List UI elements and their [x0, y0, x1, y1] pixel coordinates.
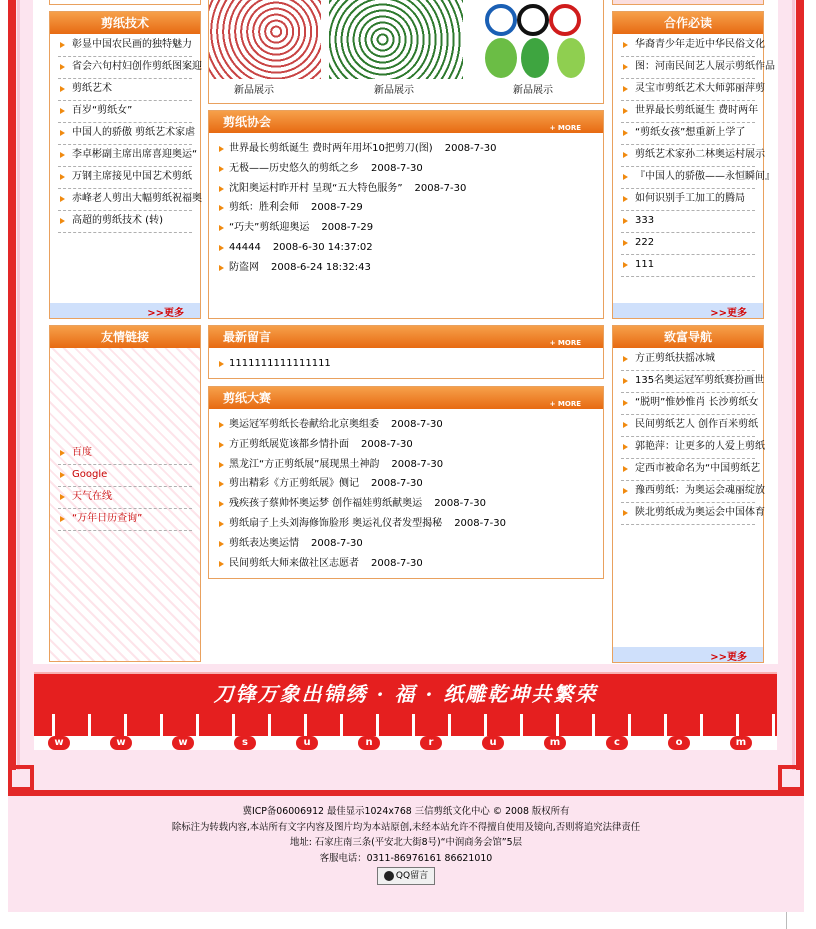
association-header	[209, 111, 603, 133]
techniques-item-text: 百岁“剪纸女”	[72, 105, 133, 116]
wealth-item[interactable]	[621, 459, 761, 481]
gallery-image-2[interactable]	[329, 0, 463, 79]
cooperation-item[interactable]	[621, 145, 765, 167]
techniques-item[interactable]	[58, 123, 196, 145]
gallery-label-2[interactable]: 新品展示	[374, 85, 414, 96]
cooperation-item-text: “剪纸女孩”想重新上学了	[635, 127, 746, 138]
cooperation-item[interactable]	[621, 189, 755, 211]
footer-phone: 客服电话：0311-86976161 86621010	[319, 852, 493, 864]
messages-title: 最新留言	[223, 330, 272, 344]
association-item[interactable]	[217, 159, 603, 179]
wealth-item-text: 定西市被命名为“中国剪纸艺	[635, 463, 761, 474]
url-letter: u	[296, 736, 318, 750]
friends-item[interactable]	[58, 509, 192, 531]
association-item[interactable]	[217, 198, 603, 218]
gallery-label-1[interactable]: 新品展示	[234, 85, 274, 96]
contest-item[interactable]	[217, 554, 603, 574]
techniques-item[interactable]	[58, 211, 192, 233]
techniques-item[interactable]	[58, 79, 192, 101]
url-letter: w	[48, 736, 70, 750]
wealth-item-text: 135名奥运冠军剪纸赛扮画世	[635, 375, 765, 386]
techniques-header	[50, 12, 200, 34]
contest-item[interactable]	[217, 455, 603, 475]
contest-item-date: 2008-7-30	[454, 517, 506, 529]
techniques-item-text: 彰显中国农民画的独特魅力	[72, 39, 192, 50]
friends-list	[50, 443, 200, 531]
association-title: 剪纸协会	[223, 115, 272, 129]
association-item[interactable]	[217, 238, 603, 258]
url-letter: n	[358, 736, 380, 750]
cooperation-item-text: 图：河南民间艺人展示剪纸作品	[635, 61, 775, 72]
techniques-more-link[interactable]: >>更多	[147, 308, 184, 319]
friends-panel	[49, 325, 201, 662]
contest-panel	[208, 386, 604, 579]
techniques-item-text: 李卓彬副主席出席喜迎奥运“	[72, 149, 198, 160]
wealth-more-link[interactable]: >>更多	[710, 652, 747, 663]
association-item[interactable]	[217, 179, 603, 199]
flower-pattern-band	[34, 714, 777, 736]
contest-item-date: 2008-7-30	[371, 478, 423, 490]
scroll-edge-line	[786, 912, 787, 929]
techniques-item-text: 省会六旬村妇创作剪纸图案迎	[72, 61, 202, 72]
gallery-label-3[interactable]: 新品展示	[513, 85, 553, 96]
qq-message-label: QQ留言	[395, 871, 429, 881]
url-letter: w	[172, 736, 194, 750]
url-letter: r	[420, 736, 442, 750]
cooperation-item[interactable]	[621, 79, 765, 101]
association-item-date: 2008-7-30	[371, 162, 423, 174]
friends-item[interactable]	[58, 465, 192, 487]
gallery-panel	[208, 0, 604, 104]
friends-title: 友情链接	[100, 330, 149, 344]
contest-item[interactable]	[217, 534, 603, 554]
cooperation-title: 合作必读	[663, 16, 712, 30]
cooperation-item-text: 剪纸艺术家孙二林奥运村展示	[635, 149, 765, 160]
cooperation-item[interactable]	[621, 233, 755, 255]
techniques-item-text: 赤峰老人剪出大幅剪纸祝福奥	[72, 193, 202, 204]
association-item-text: “巧夫”剪纸迎奥运	[229, 222, 310, 234]
cooperation-header	[613, 12, 763, 34]
url-letters-band	[34, 736, 777, 750]
contest-item-text: 剪出精彩《方正剪纸展》侧记	[229, 478, 359, 490]
contest-item-date: 2008-7-30	[311, 537, 363, 549]
friends-item-text: “万年日历查询”	[72, 513, 143, 524]
messages-panel	[208, 325, 604, 379]
left-frame-border	[8, 0, 16, 770]
wealth-item-text: 方正剪纸扶摇冰城	[635, 353, 715, 364]
footer-copyright-notice: 除标注为转载内容,本站所有文字内容及图片均为本站原创,未经本站允许不得擅自使用及镜向,否则将追究法律责任	[171, 821, 641, 833]
contest-item-text: 剪纸表达奥运情	[229, 537, 299, 549]
cooperation-item[interactable]	[621, 167, 775, 189]
association-item[interactable]	[217, 218, 603, 238]
cooperation-item-text: 222	[635, 237, 655, 248]
contest-item-date: 2008-7-30	[371, 557, 423, 569]
association-item-text: 沈阳奥运村昨开村 呈现“五大特色服务”	[229, 182, 403, 194]
messages-more-link[interactable]: + MORE	[549, 339, 581, 347]
cooperation-panel	[612, 11, 775, 319]
contest-item-text: 黑龙江“方正剪纸展”展现黑土神韵	[229, 458, 380, 470]
url-letter: u	[482, 736, 504, 750]
url-letter: c	[606, 736, 628, 750]
site-footer	[8, 804, 804, 885]
cooperation-item-text: 『中国人的骄傲——永恒瞬间』	[635, 171, 775, 182]
cooperation-item[interactable]	[621, 57, 775, 79]
cooperation-item[interactable]	[621, 255, 755, 277]
contest-list	[209, 409, 603, 573]
wealth-header	[613, 326, 763, 348]
gallery-image-3[interactable]	[471, 0, 599, 79]
contest-title: 剪纸大赛	[223, 391, 272, 405]
cooperation-list	[613, 34, 775, 277]
wealth-item[interactable]	[621, 437, 765, 459]
cooperation-item[interactable]	[621, 123, 755, 145]
olympic-rings-icon	[471, 0, 599, 79]
techniques-item-text: 中国人的骄傲 剪纸艺术家虐	[72, 127, 196, 138]
contest-item-text: 残疾孩子蔡帅怀奥运梦 创作福娃剪纸献奥运	[229, 498, 423, 510]
techniques-item[interactable]	[58, 35, 192, 57]
contest-more-link[interactable]: + MORE	[549, 400, 581, 408]
contest-item-text: 奥运冠军剪纸长卷献给北京奥组委	[229, 419, 379, 430]
cooperation-more-link[interactable]: >>更多	[710, 308, 747, 319]
left-top-strip	[49, 0, 201, 5]
techniques-item[interactable]	[58, 167, 192, 189]
url-letter: w	[110, 736, 132, 750]
association-item-text: 无极——历史悠久的剪纸之乡	[229, 162, 359, 174]
association-item-text: 防盗网	[229, 261, 259, 273]
association-panel	[208, 110, 604, 319]
techniques-item-text: 高超的剪纸技术 (转)	[72, 215, 163, 226]
techniques-title: 剪纸技术	[100, 16, 149, 30]
friends-header	[50, 326, 200, 348]
wealth-item-text: 豫西剪纸：为奥运会魂丽绽放	[635, 485, 765, 496]
cooperation-item[interactable]	[621, 101, 759, 123]
wealth-item[interactable]	[621, 393, 759, 415]
techniques-more-bar	[50, 303, 200, 318]
friends-item[interactable]	[58, 443, 192, 465]
contest-item[interactable]	[217, 514, 603, 534]
association-more-link[interactable]: + MORE	[549, 124, 581, 132]
association-item-text: 44444	[229, 241, 261, 253]
contest-item-text: 民间剪纸大师来做社区志愿者	[229, 557, 359, 569]
left-corner-ornament	[8, 765, 34, 791]
friends-item[interactable]	[58, 487, 192, 509]
techniques-item[interactable]	[58, 145, 198, 167]
url-letter: m	[544, 736, 566, 750]
techniques-item-text: 万钢主席接见中国艺术剪纸	[72, 171, 192, 182]
contest-item-text: 剪纸扇子上头刘海修饰脸形 奥运礼仪者发型揭秘	[229, 517, 443, 529]
right-frame-border	[796, 0, 804, 770]
footer-address: 地址: 石家庄南三条(平安北大街8号)“中润商务会馆”5层	[290, 837, 522, 848]
wealth-item[interactable]	[621, 371, 765, 393]
wealth-item-text: 陕北剪纸成为奥运会中国体育	[635, 507, 765, 518]
wealth-title: 致富导航	[663, 330, 712, 344]
association-list	[209, 133, 603, 278]
cooperation-item-text: 华裔青少年走近中华民俗文化	[635, 39, 765, 50]
contest-item[interactable]	[217, 415, 603, 435]
messages-header	[209, 326, 603, 348]
contest-header	[209, 387, 603, 409]
messages-list	[209, 348, 603, 374]
cooperation-item-text: 灵宝市剪纸艺术大师郭丽萍剪	[635, 83, 765, 94]
url-letter: s	[234, 736, 256, 750]
association-item-date: 2008-7-29	[311, 202, 363, 214]
wealth-item-text: 民间剪纸艺人 创作百米剪纸	[635, 419, 759, 430]
slogan-banner: 刀锋万象出锦绣 · 福 · 纸雕乾坤共繁荣	[34, 672, 777, 716]
bottom-frame-border	[8, 790, 804, 796]
cooperation-item[interactable]	[621, 35, 765, 57]
contest-item-date: 2008-7-30	[391, 458, 444, 470]
cooperation-item-text: 111	[635, 259, 655, 270]
messages-item[interactable]	[217, 354, 603, 374]
techniques-item[interactable]	[58, 57, 202, 79]
contest-item[interactable]	[217, 494, 603, 514]
contest-item-date: 2008-7-30	[361, 438, 413, 450]
url-letter: m	[730, 736, 752, 750]
right-top-strip	[612, 0, 764, 5]
techniques-item[interactable]	[58, 101, 192, 123]
wealth-item[interactable]	[621, 349, 755, 371]
association-item-text: 剪纸：胜利会师	[229, 202, 299, 214]
association-item-date: 2008-6-24 18:32:43	[271, 261, 371, 273]
cooperation-item-text: 如何识别手工加工的腾局	[635, 193, 745, 204]
techniques-item[interactable]	[58, 189, 202, 211]
wealth-item-text: 郭艳萍：让更多的人爱上剪纸	[635, 441, 765, 452]
url-letter: o	[668, 736, 690, 750]
wealth-item[interactable]	[621, 415, 759, 437]
association-item-text: 世界最长剪纸诞生 费时两年用坏10把剪刀(图)	[229, 143, 433, 154]
wealth-item[interactable]	[621, 503, 765, 525]
techniques-list	[50, 34, 200, 233]
contest-item[interactable]	[217, 474, 603, 494]
right-corner-ornament	[778, 765, 804, 791]
qq-message-button[interactable]	[377, 867, 435, 885]
techniques-item-text: 剪纸艺术	[72, 83, 112, 94]
contest-item-date: 2008-7-30	[434, 498, 486, 510]
cooperation-item-text: 世界最长剪纸诞生 费时两年	[635, 105, 759, 116]
wealth-list	[613, 348, 763, 525]
association-item-date: 2008-6-30 14:37:02	[272, 241, 373, 253]
friends-item-text: 百度	[72, 447, 92, 458]
friends-item-text: Google	[72, 469, 108, 480]
wealth-item[interactable]	[621, 481, 765, 503]
qq-icon	[384, 871, 394, 881]
association-item[interactable]	[217, 139, 603, 159]
contest-item-date: 2008-7-30	[391, 419, 443, 430]
techniques-panel	[49, 11, 201, 319]
wealth-item-text: “脱明”惟妙惟肖 长沙剪纸女	[635, 397, 759, 408]
wealth-more-bar	[613, 647, 763, 662]
messages-item-text: 1111111111111111	[229, 358, 331, 369]
cooperation-more-bar	[613, 303, 763, 318]
friends-item-text: 天气在线	[72, 491, 112, 502]
footer-icp-line: 冀ICP备06006912 最佳显示1024x768 三信剪纸文化中心 © 2008 版权所有	[242, 806, 570, 817]
cooperation-item[interactable]	[621, 211, 755, 233]
cooperation-item-text: 333	[635, 215, 655, 226]
contest-item-text: 方正剪纸展览该都乡情扑面	[229, 438, 349, 450]
association-item-date: 2008-7-30	[414, 182, 467, 194]
association-item[interactable]	[217, 258, 603, 278]
gallery-image-1[interactable]	[209, 0, 321, 79]
wealth-panel	[612, 325, 764, 663]
association-item-date: 2008-7-29	[321, 222, 374, 234]
association-item-date: 2008-7-30	[444, 143, 497, 154]
contest-item[interactable]	[217, 435, 603, 455]
